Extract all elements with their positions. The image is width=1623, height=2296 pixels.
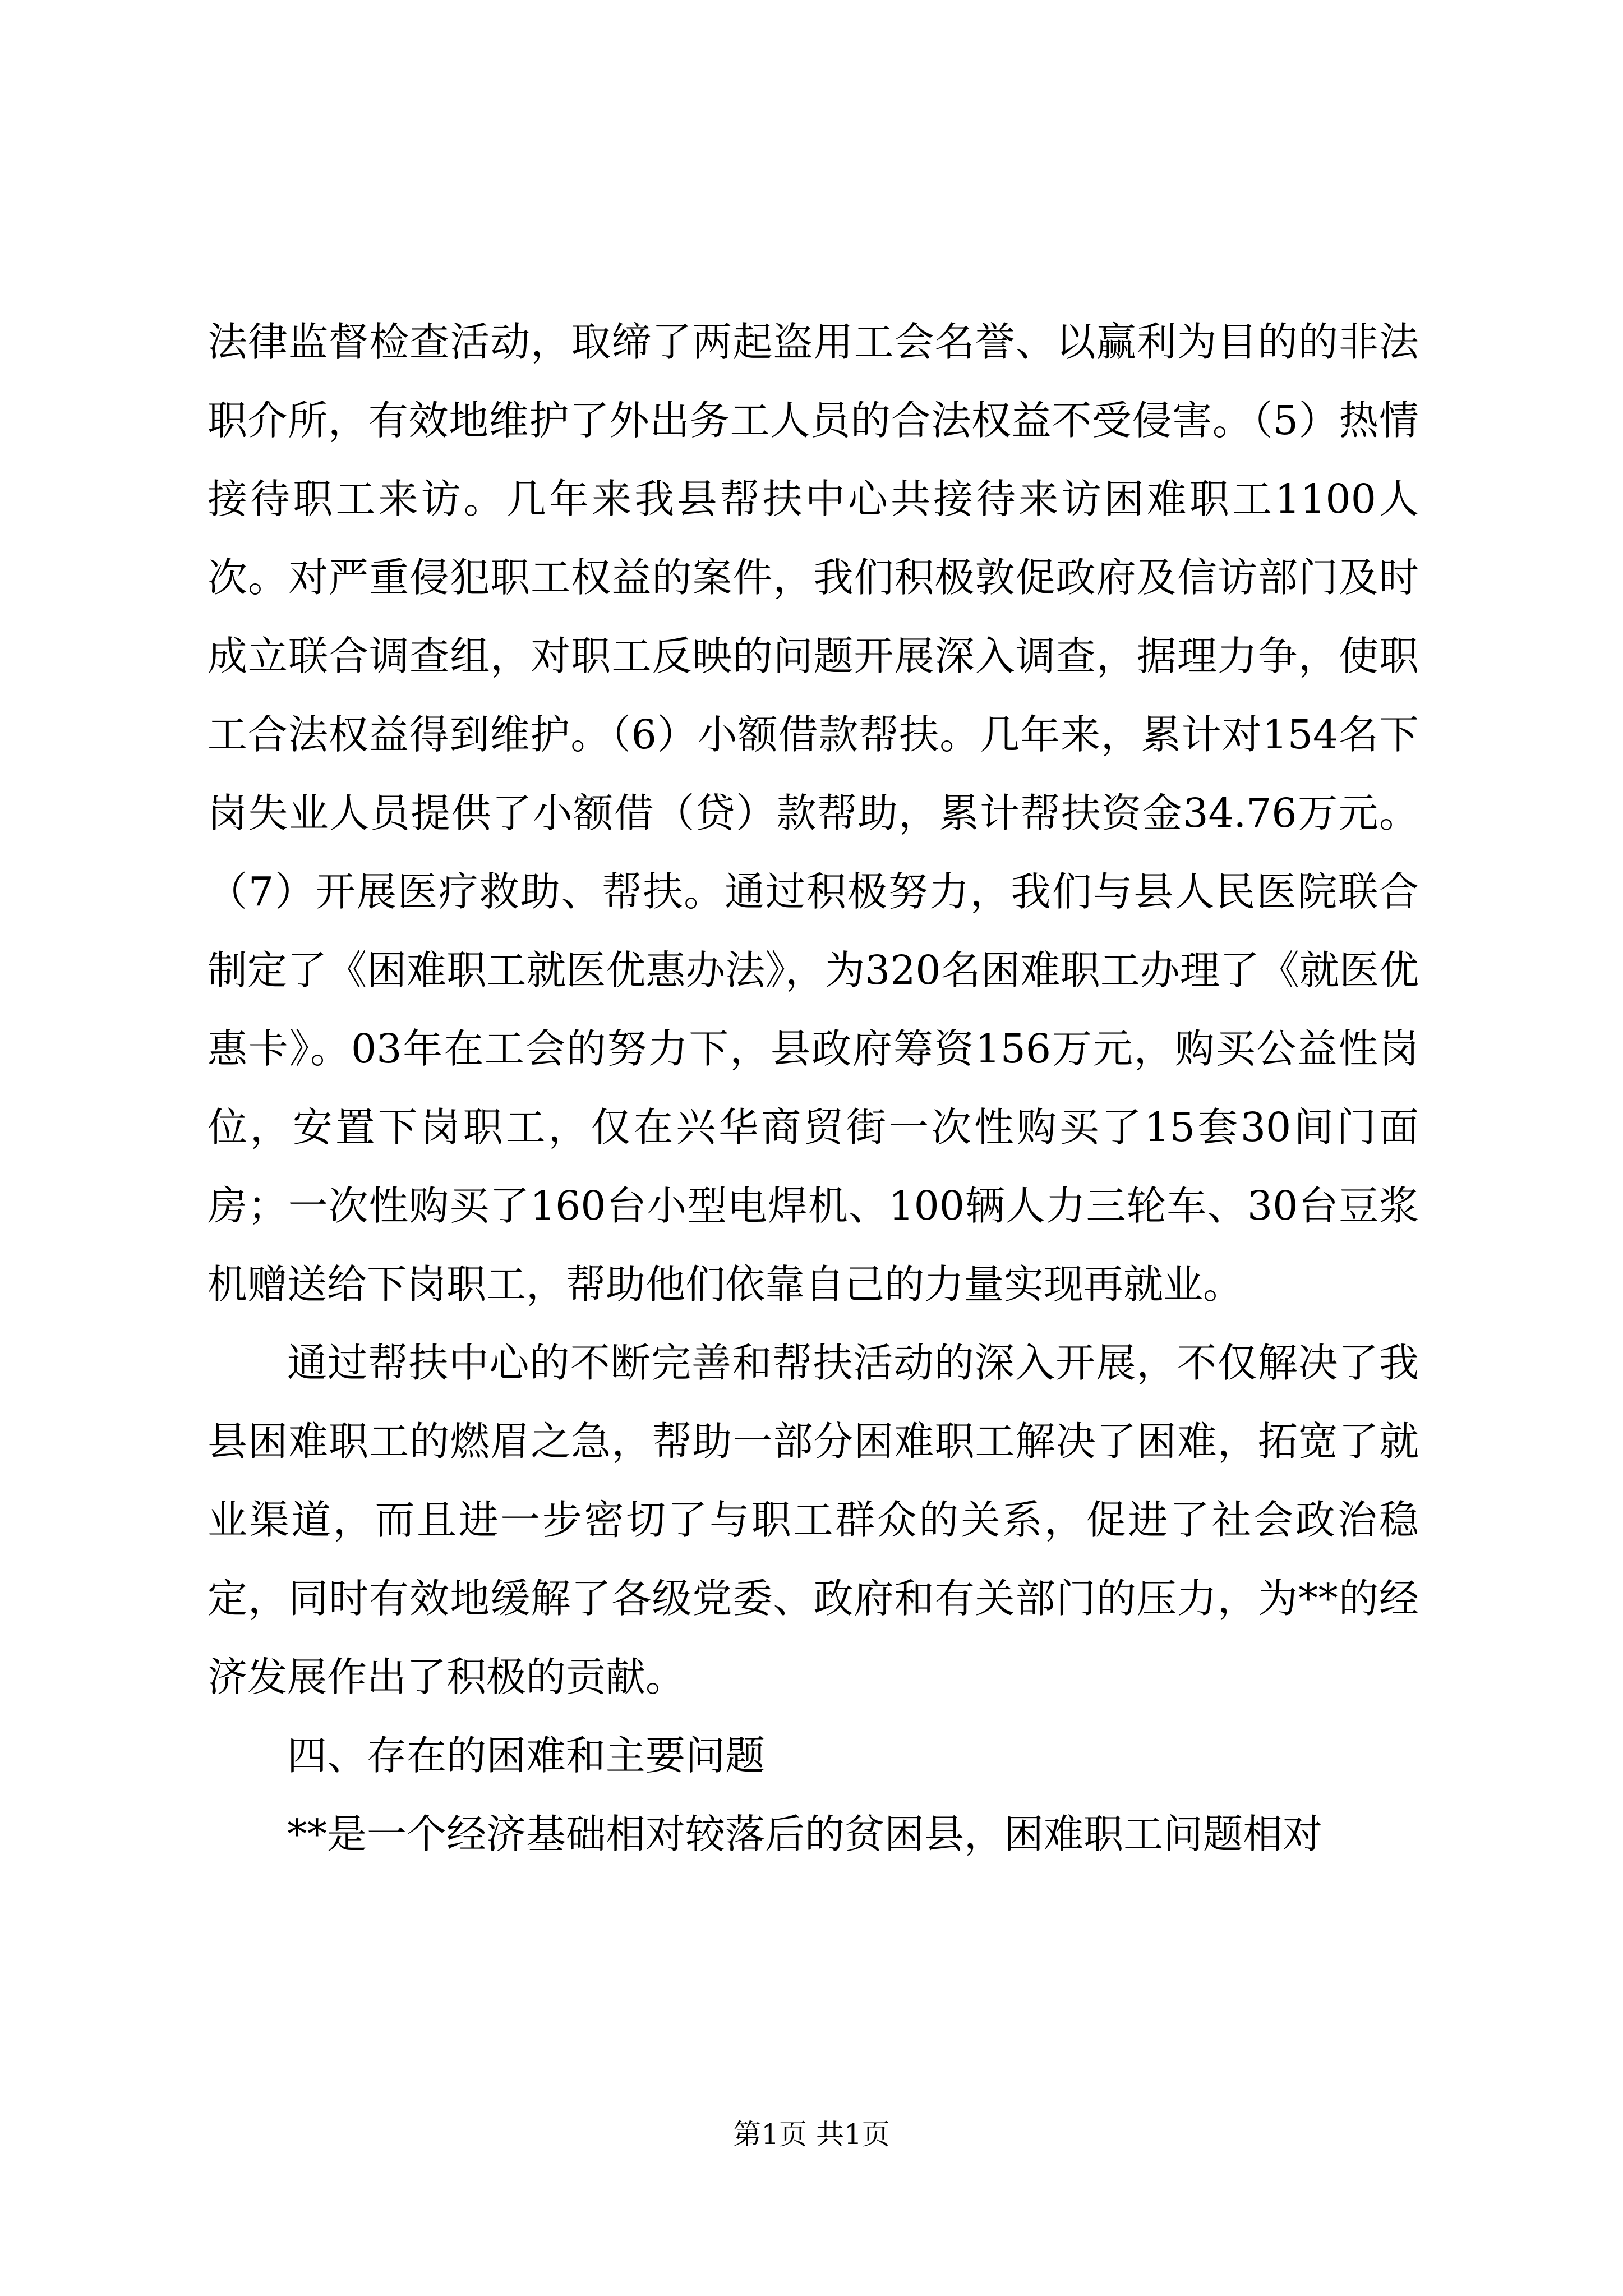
paragraph-2: 通过帮扶中心的不断完善和帮扶活动的深入开展，不仅解决了我县困难职工的燃眉之急，帮助一部分困难职工解决了困难，拓宽了就业渠道，而且进一步密切了与职工群众的关系，促进了社会政治稳定，同时有效地缓解了各级党委、政府和有关部门的压力，为**的经济发展作出了积极的贡献。 <box>208 1340 1419 1700</box>
document-body <box>208 303 1419 1874</box>
section-heading: 四、存在的困难和主要问题 <box>287 1732 766 1779</box>
paragraph-1: 法律监督检查活动，取缔了两起盗用工会名誉、以赢利为目的的非法职介所，有效地维护了外出务工人员的合法权益不受侵害。（5）热情接待职工来访。几年来我县帮扶中心共接待来访困难职工1100人次。对严重侵犯职工权益的案件，我们积极敦促政府及信访部门及时成立联合调查组，对职工反映的问题开展深入调查，据理力争，使职工合法权益得到维护。（6）小额借款帮扶。几年来，累计对154名下岗失业人员提供了小额借（贷）款帮助，累计帮扶资金34.76万元。（7）开展医疗救助、帮扶。通过积极努力，我们与县人民医院联合制定了《困难职工就医优惠办法》，为320名困难职工办理了《就医优惠卡》。03年在工会的努力下，县政府筹资156万元，购买公益性岗位，安置下岗职工，仅在兴华商贸街一次性购买了15套30间门面房；一次性购买了160台小型电焊机、100辆人力三轮车、30台豆浆机赠送给下岗职工，帮助他们依靠自己的力量实现再就业。 <box>208 319 1419 1308</box>
page-footer: 第1页 共1页 <box>733 2118 890 2151</box>
paragraph-4: **是一个经济基础相对较落后的贫困县，困难职工问题相对 <box>287 1811 1323 1857</box>
